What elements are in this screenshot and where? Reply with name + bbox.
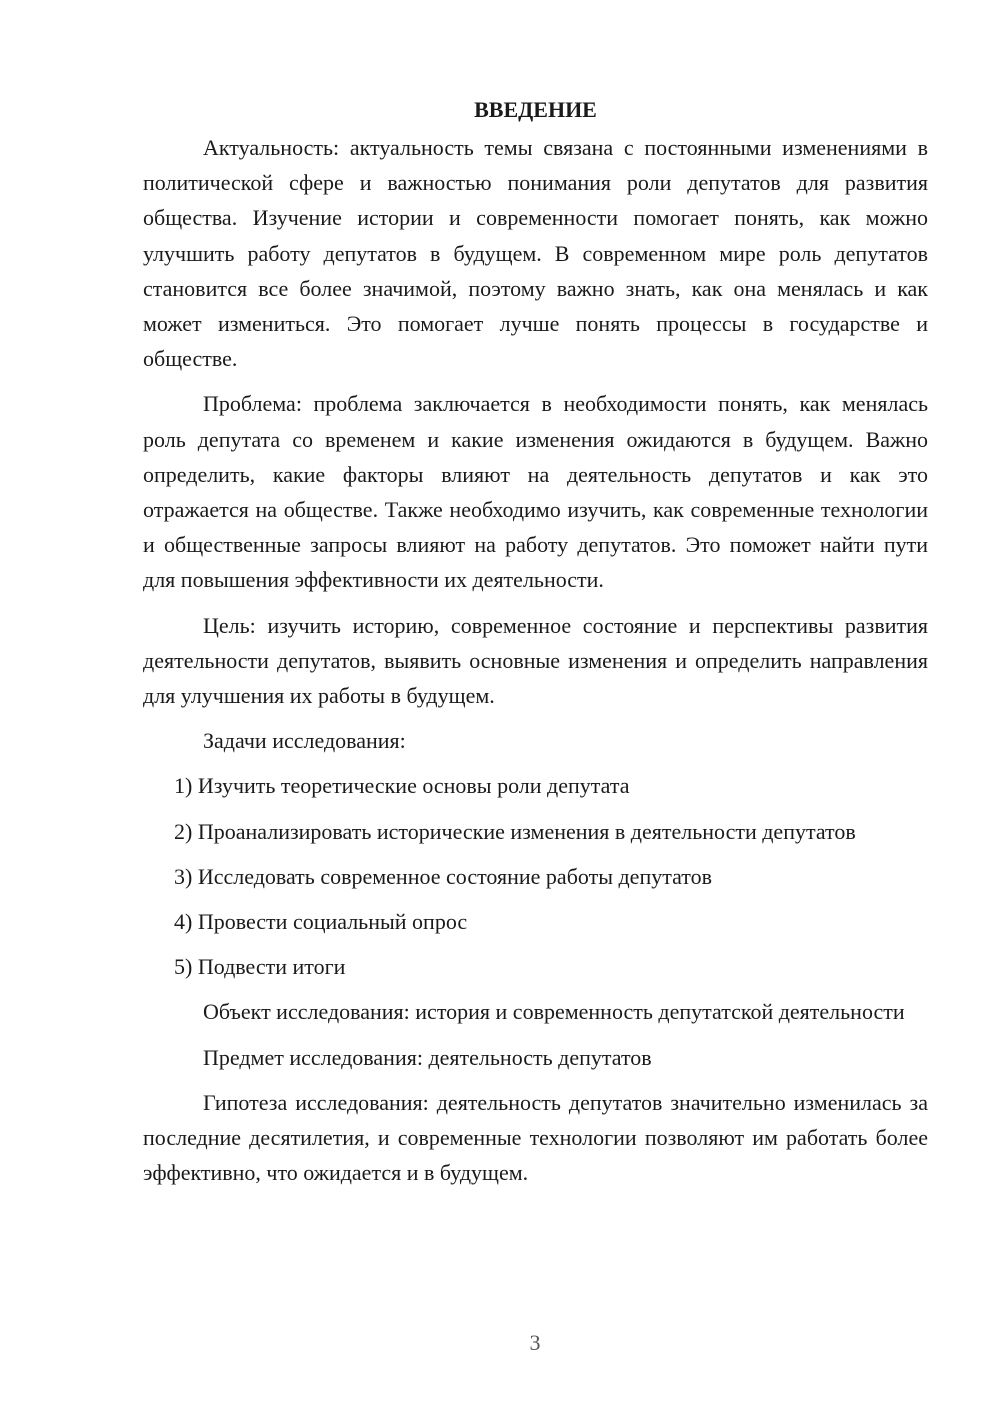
task-item: 4) Провести социальный опрос [174,909,468,935]
document-page [143,92,928,1200]
paragraph-problem: Проблема: проблема заключается в необходимости понять, как менялась роль депутата со временем и какие изменения ожидаются в будущем. Важно определить, какие факторы влияют на деятельность депутатов и как это отражается на обществе. Также необходимо изучить, как современные технологии и общественные запросы влияют на работу депутатов. Это поможет найти пути для повышения эффективности их деятельности. [143,391,928,593]
paragraph-goal: Цель: изучить историю, современное состояние и перспективы развития деятельности депутатов, выявить основные изменения и определить направления для улучшения их работы в будущем. [143,612,928,709]
section-title: ВВЕДЕНИЕ [474,97,597,122]
page-number: 3 [529,1330,541,1355]
task-item: 3) Исследовать современное состояние работы депутатов [174,863,713,889]
paragraph-object: Объект исследования: история и современность депутатской деятельности [203,999,905,1025]
paragraph-hypothesis: Гипотеза исследования: деятельность депутатов значительно изменилась за последние десятилетия, и современные технологии позволяют им работать более эффективно, что ожидается и в будущем. [143,1089,928,1186]
task-item: 2) Проанализировать исторические изменения в деятельности депутатов [174,818,856,844]
task-item: 5) Подвести итоги [174,954,346,980]
paragraph-subject: Предмет исследования: деятельность депутатов [203,1044,652,1070]
paragraph-relevance: Актуальность: актуальность темы связана с постоянными изменениями в политической сфере и важностью понимания роли депутатов для развития общества. Изучение истории и современности помогает понять, как можно улучшить работу депутатов в будущем. В современном мире роль депутатов становится все более значимой, поэтому важно знать, как она менялась и как может измениться. Это помогает лучше понять процессы в государстве и обществе. [143,135,928,372]
tasks-heading: Задачи исследования: [203,728,406,754]
task-item: 1) Изучить теоретические основы роли депутата [174,773,630,799]
